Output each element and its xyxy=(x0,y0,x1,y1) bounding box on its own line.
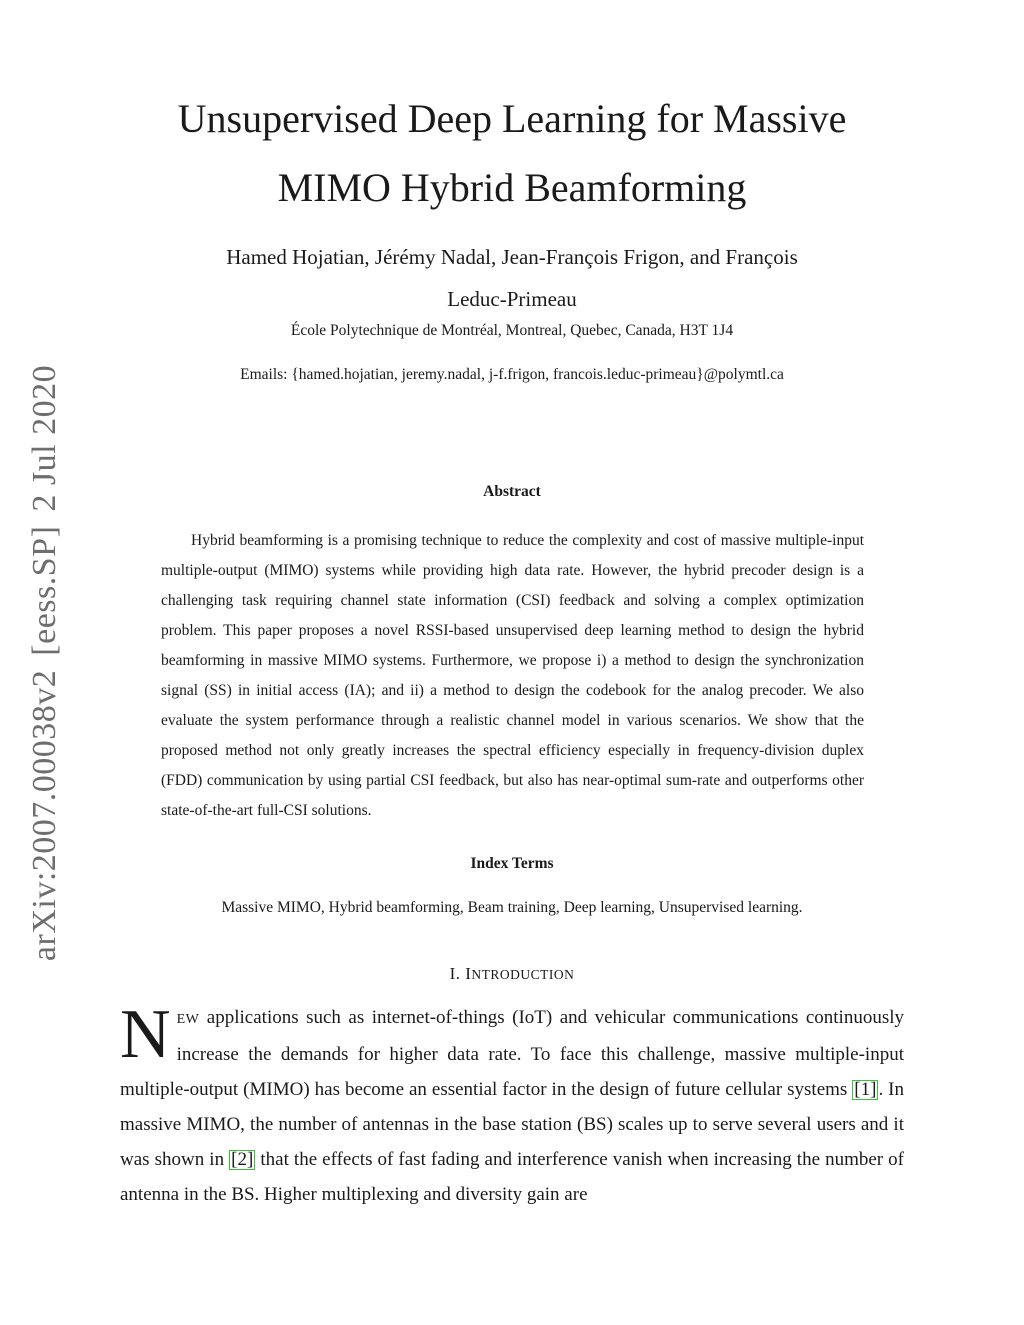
arxiv-date: 2 Jul 2020 xyxy=(26,364,63,512)
index-terms-heading: Index Terms xyxy=(470,855,554,872)
drop-cap-letter: N xyxy=(120,996,171,1073)
section-title-rest: NTRODUCTION xyxy=(471,967,575,982)
citation-link-2[interactable]: [2] xyxy=(231,1149,254,1170)
index-terms-text: Massive MIMO, Hybrid beamforming, Beam training, Deep learning, Unsupervised learning. xyxy=(221,899,803,916)
intro-text-part-1: applications such as internet-of-things (IoT) and vehicular communications continuously increase the demands for higher data rate. To face this challenge, massive multiple-input multiple-output (MIMO) has become an essential factor in the design of future cellular systems xyxy=(120,1007,904,1100)
abstract-heading: Abstract xyxy=(483,483,541,500)
arxiv-id[interactable]: arXiv:2007.00038v2 xyxy=(26,669,63,962)
introduction-paragraph xyxy=(120,996,905,1212)
section-title-first: I xyxy=(465,964,472,983)
affiliation: École Polytechnique de Montréal, Montreal, Quebec, Canada, H3T 1J4 xyxy=(290,322,734,339)
authors-line-1: Hamed Hojatian, Jérémy Nadal, Jean-François Frigon, and François xyxy=(226,245,798,269)
section-number: I. xyxy=(449,964,461,983)
introduction-heading xyxy=(0,964,1024,984)
citation-link-1[interactable]: [1] xyxy=(854,1079,877,1100)
drop-cap-rest: EW xyxy=(176,1012,200,1027)
intro-text-part-2: . In massive MIMO, the number of antennas in the base station (BS) scales up to serve several users and it was shown in xyxy=(120,1079,905,1170)
paper-title-line-2: MIMO Hybrid Beamforming xyxy=(277,165,747,210)
arxiv-category: [eess.SP] xyxy=(26,525,63,656)
authors-line-2: Leduc-Primeau xyxy=(447,287,577,311)
intro-text-part-3: that the effects of fast fading and interference vanish when increasing the number of antenna in the BS. Higher multiplexing and diversity gain are xyxy=(120,1149,904,1205)
author-emails: Emails: {hamed.hojatian, jeremy.nadal, j-f.frigon, francois.leduc-primeau}@polymtl.ca xyxy=(240,366,784,383)
paper-title-line-1: Unsupervised Deep Learning for Massive xyxy=(177,96,847,141)
abstract-text: Hybrid beamforming is a promising technique to reduce the complexity and cost of massive multiple-input multiple-output (MIMO) systems while providing high data rate. However, the hybrid precoder design is a challenging task requiring channel state information (CSI) feedback and solving a complex optimization problem. This paper proposes a novel RSSI-based unsupervised deep learning method to design the hybrid beamforming in massive MIMO systems. Furthermore, we propose i) a method to design the synchronization signal (SS) in initial access (IA); and ii) a method to design the codebook for the analog precoder. We also evaluate the system performance through a realistic channel model in various scenarios. We show that the proposed method not only greatly increases the spectral efficiency especially in frequency-division duplex (FDD) communication by using partial CSI feedback, but also has near-optimal sum-rate and outperforms other state-of-the-art full-CSI solutions. xyxy=(161,532,864,819)
